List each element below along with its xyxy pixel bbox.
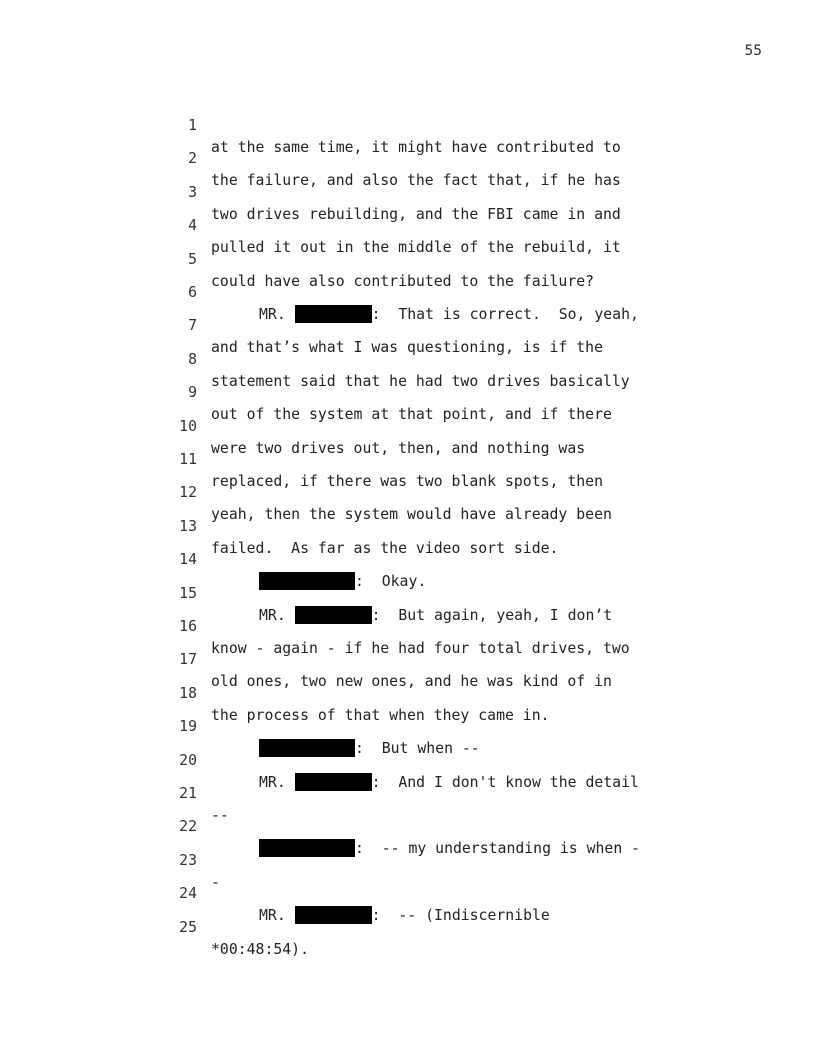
line-number: 5 [188,250,197,268]
line-text: yeah, then the system would have already been [211,506,612,524]
transcript-line [0,895,816,958]
speaker-prefix: MR. [259,306,295,323]
line-text: were two drives out, then, and nothing was [211,439,586,457]
line-number: 25 [179,918,197,936]
transcript-line [0,627,816,691]
line-number: 15 [179,584,197,602]
transcript-line [0,160,816,223]
line-number: 4 [188,217,197,235]
line-text: and that’s what I was questioning, is if the [211,339,603,357]
transcript-line [0,193,816,257]
line-number: 2 [188,150,197,168]
line-text: the process of that when they came in. [211,706,550,724]
line-text: at the same time, it might have contributed to [211,139,621,156]
line-text: : And I don't know the detail [371,773,639,791]
line-text: -- [211,807,229,824]
line-number: 11 [179,451,197,468]
line-number: 8 [188,350,197,368]
transcript-line [0,828,816,891]
transcript-line [0,327,816,390]
line-number: 22 [179,818,197,836]
line-text: : Okay. [355,573,427,591]
line-text: pulled it out in the middle of the rebuild, it [211,239,621,257]
transcript-line [0,394,816,457]
speaker-prefix: MR. [259,606,295,624]
line-text: could have also contributed to the failure? [211,272,595,290]
line-text: two drives rebuilding, and the FBI came in and [211,205,621,223]
page-number: 55 [744,43,762,59]
transcript-line [0,460,816,524]
speaker-prefix: MR. [259,907,295,925]
transcript-line [0,360,816,424]
line-number: 24 [179,885,197,903]
transcript-line [0,694,816,758]
transcript-line [0,728,816,791]
line-number: 3 [188,183,197,201]
line-number: 13 [179,517,197,535]
line-text: out of the system at that point, and if there [211,406,612,424]
line-text: *00:48:54). [211,940,309,958]
transcript-line [0,527,816,591]
transcript-line [0,93,816,156]
line-number: 9 [188,384,197,402]
transcript-line [0,260,816,323]
transcript-line [0,661,816,724]
transcript-line [0,594,816,657]
transcript-line [0,561,816,624]
line-text: : But again, yeah, I don’t [371,606,613,624]
line-text: statement said that he had two drives basically [211,372,630,390]
line-number: 1 [188,117,197,134]
line-number: 18 [179,684,197,702]
line-text: failed. As far as the video sort side. [211,539,559,557]
line-number: 16 [179,618,197,635]
line-number: 10 [179,417,197,435]
line-number: 20 [179,751,197,769]
speaker-prefix: MR. [259,773,295,791]
line-text: replaced, if there was two blank spots, then [211,473,603,490]
line-number: 23 [179,851,197,869]
line-number: 19 [179,718,197,736]
line-text: old ones, two new ones, and he was kind of in [211,673,612,691]
line-number: 7 [188,317,197,335]
transcript-line [0,494,816,557]
line-number: 14 [179,551,197,569]
transcript-line [0,126,816,190]
line-text: the failure, and also the fact that, if he has [211,172,621,190]
transcript-line [0,761,816,824]
transcript-line [0,293,816,357]
line-number: 12 [179,484,197,502]
line-text: : But when -- [355,740,480,758]
line-number: 6 [188,284,197,301]
transcript-line [0,227,816,290]
transcript-line [0,427,816,490]
line-text: : That is correct. So, yeah, [371,306,639,323]
line-text: know - again - if he had four total drives, two [211,640,630,657]
line-text: : -- my understanding is when - [355,840,641,858]
line-number: 21 [179,785,197,802]
transcript-line [0,794,816,858]
line-text: : -- (Indiscernible [371,907,550,925]
line-text: - [211,873,220,891]
transcript-line [0,861,816,925]
line-number: 17 [179,651,197,669]
